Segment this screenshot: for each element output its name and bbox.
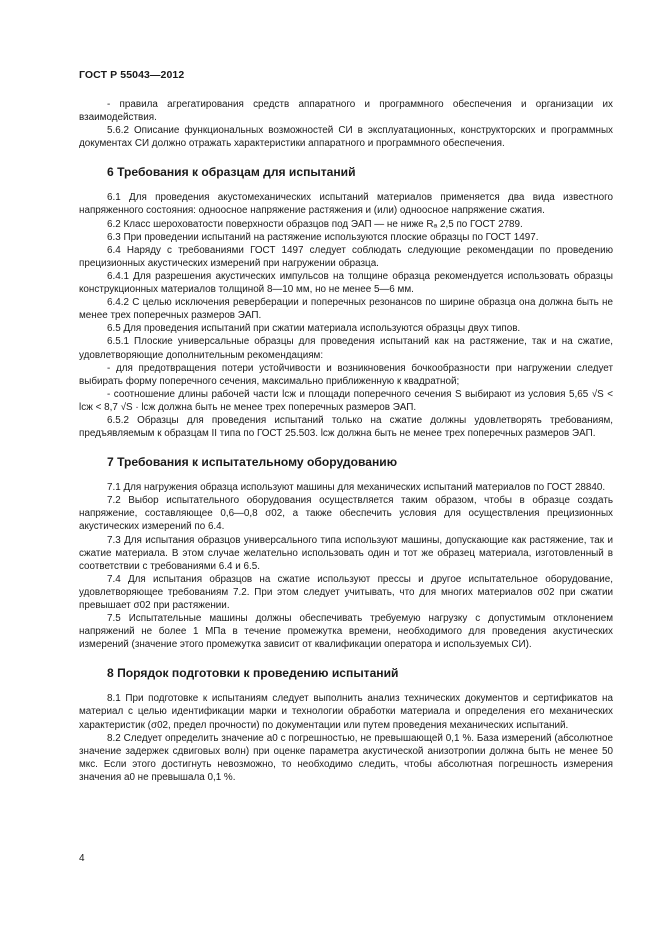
paragraph: 6.3 При проведении испытаний на растяжение используются плоские образцы по ГОСТ 1497. <box>107 231 539 243</box>
paragraph: 8.1 При подготовке к испытаниям следует выполнить анализ технических документов и сертификатов на материал с целью идентификации марки и технологии обработки материала и определения его механических характеристик (σ02, предел прочности) по документации или путем проведения механических испытаний. <box>79 693 613 731</box>
paragraph: 7.2 Выбор испытательного оборудования осуществляется таким образом, чтобы в образце создать напряжение, составляющее 0,6—0,8 σ02, а также обеспечить условия для осуществления прецизионных акустических измерений по 6.4. <box>79 495 613 533</box>
paragraph: 6.4 Наряду с требованиями ГОСТ 1497 следует соблюдать следующие рекомендации по проведению прецизионных акустических измерений при нагружении образца. <box>79 244 613 269</box>
paragraph: 7.3 Для испытания образцов универсального типа используют машины, допускающие как растяжение, так и сжатие материала. В этом случае желательно использовать один и тот же образец материала, изготовленный в соответствии с требованиями 6.4 и 6.5. <box>79 534 613 572</box>
section-7-heading: 7 Требования к испытательному оборудованию <box>107 455 398 470</box>
paragraph: 6.4.2 С целью исключения реверберации и поперечных резонансов по ширине образца она должна быть не менее трех поперечных размеров ЭАП. <box>79 297 613 322</box>
page-number: 4 <box>79 853 85 864</box>
paragraph: 8.2 Следует определить значение a0 с погрешностью, не превышающей 0,1 %. База измерений (абсолютное значение задержек сдвиговых волн) при оценке параметра акустической анизотропии должна быть не менее 50 мкс. Если этого достигнуть невозможно, то необходимо следить, чтобы абсолютная погрешность измерения значения a0 не превышала 0,1 %. <box>79 732 613 783</box>
paragraph: - соотношение длины рабочей части lсж и площади поперечного сечения S выбирают из условия 5,65 √S < lсж < 8,7 √S · lсж должна быть не менее трех поперечных размеров ЭАП. <box>79 388 613 413</box>
paragraph: 7.5 Испытательные машины должны обеспечивать требуемую нагрузку с допустимым отклонением напряжений не более 1 МПа в течение промежутка времени, необходимого для проведения акустических измерений (значение этого промежутка зависит от квалификации оператора и используемых СИ). <box>79 613 613 651</box>
paragraph: 6.2 Класс шероховатости поверхности образцов под ЭАП — не ниже Rₐ 2,5 по ГОСТ 2789. <box>107 218 523 230</box>
paragraph: 6.5.1 Плоские универсальные образцы для проведения испытаний как на растяжение, так и на сжатие, удовлетворяющие дополнительным рекомендациям: <box>79 336 613 361</box>
paragraph: 6.1 Для проведения акустомеханических испытаний материалов применяется два вида известного напряженного состояния: одноосное напряжение растяжения и (или) одноосное напряжение сжатия. <box>79 192 613 217</box>
intro-paragraph: - правила агрегатирования средств аппаратного и программного обеспечения и организации их взаимодействия. <box>79 99 613 124</box>
paragraph: 7.1 Для нагружения образца используют машины для механических испытаний материалов по ГОСТ 28840. <box>107 482 606 494</box>
paragraph: - для предотвращения потери устойчивости и возникновения бочкообразности при нагружении следует выбирать форму поперечного сечения, максимально приближенную к квадратной; <box>79 362 613 387</box>
document-body <box>79 98 613 784</box>
document-header: ГОСТ Р 55043—2012 <box>79 69 185 81</box>
paragraph: 7.4 Для испытания образцов на сжатие используют прессы и другое испытательное оборудование, удовлетворяющее требованиям 7.2. При этом следует учитывать, что для многих материалов σ02 при сжатии превышает σ02 при растяжении. <box>79 573 613 611</box>
section-6-heading: 6 Требования к образцам для испытаний <box>107 165 356 180</box>
paragraph: 6.5 Для проведения испытаний при сжатии материала используются образцы двух типов. <box>107 323 521 335</box>
paragraph: 6.4.1 Для разрешения акустических импульсов на толщине образца рекомендуется использовать образцы конструкционных материалов толщиной 8—10 мм, но не менее 5—6 мм. <box>79 270 613 296</box>
intro-paragraph: 5.6.2 Описание функциональных возможностей СИ в эксплуатационных, конструкторских и программных документах СИ должно отражать характеристики аппаратного и программного обеспечения. <box>79 125 613 150</box>
paragraph: 6.5.2 Образцы для проведения испытаний только на сжатие должны удовлетворять требованиям, предъявляемым к образцам II типа по ГОСТ 25.503. lсж должна быть не менее трех поперечных размеров ЭАП. <box>79 414 613 440</box>
section-8-heading: 8 Порядок подготовки к проведению испытаний <box>107 666 399 681</box>
